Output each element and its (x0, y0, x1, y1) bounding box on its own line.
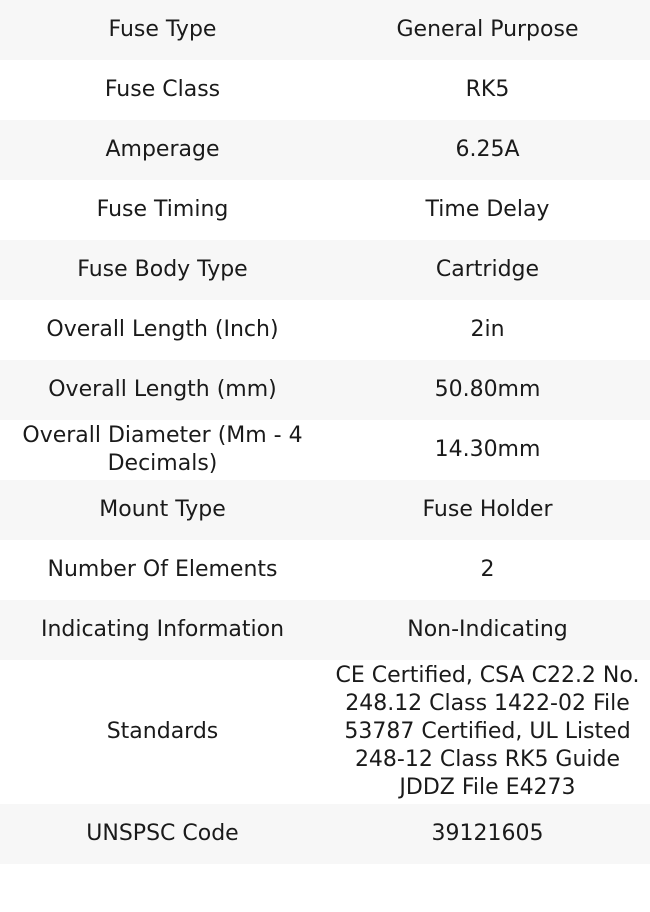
spec-value: CE Certified, CSA C22.2 No. 248.12 Class 1422-02 File 53787 Certified, UL Listed 248-12 Class RK5 Guide JDDZ File E4273 (325, 660, 650, 804)
spec-row-overall-diameter (0, 420, 650, 480)
spec-value: General Purpose (325, 0, 650, 60)
spec-row-fuse-timing (0, 180, 650, 240)
spec-label: Amperage (0, 120, 325, 180)
spec-value: Fuse Holder (325, 480, 650, 540)
spec-value: 6.25A (325, 120, 650, 180)
spec-value: 2in (325, 300, 650, 360)
spec-label: Mount Type (0, 480, 325, 540)
spec-label: Overall Length (Inch) (0, 300, 325, 360)
spec-row-unspsc-code (0, 804, 650, 864)
spec-label: Number Of Elements (0, 540, 325, 600)
spec-value: 50.80mm (325, 360, 650, 420)
spec-value: RK5 (325, 60, 650, 120)
spec-label: Fuse Timing (0, 180, 325, 240)
spec-value: 14.30mm (325, 420, 650, 480)
spec-row-fuse-type (0, 0, 650, 60)
spec-label: Overall Length (mm) (0, 360, 325, 420)
spec-row-overall-length-mm (0, 360, 650, 420)
spec-row-amperage (0, 120, 650, 180)
spec-row-mount-type (0, 480, 650, 540)
spec-row-indicating-information (0, 600, 650, 660)
spec-row-overall-length-inch (0, 300, 650, 360)
spec-value: Cartridge (325, 240, 650, 300)
spec-label: UNSPSC Code (0, 804, 325, 864)
spec-label: Fuse Type (0, 0, 325, 60)
spec-value: Time Delay (325, 180, 650, 240)
spec-row-fuse-class (0, 60, 650, 120)
spec-row-fuse-body-type (0, 240, 650, 300)
spec-value: 2 (325, 540, 650, 600)
spec-row-standards (0, 660, 650, 804)
spec-row-number-of-elements (0, 540, 650, 600)
spec-label: Standards (0, 660, 325, 804)
spec-label: Indicating Information (0, 600, 325, 660)
spec-label: Overall Diameter (Mm - 4 Decimals) (0, 420, 325, 480)
spec-label: Fuse Body Type (0, 240, 325, 300)
spec-value: Non-Indicating (325, 600, 650, 660)
spec-label: Fuse Class (0, 60, 325, 120)
spec-value: 39121605 (325, 804, 650, 864)
